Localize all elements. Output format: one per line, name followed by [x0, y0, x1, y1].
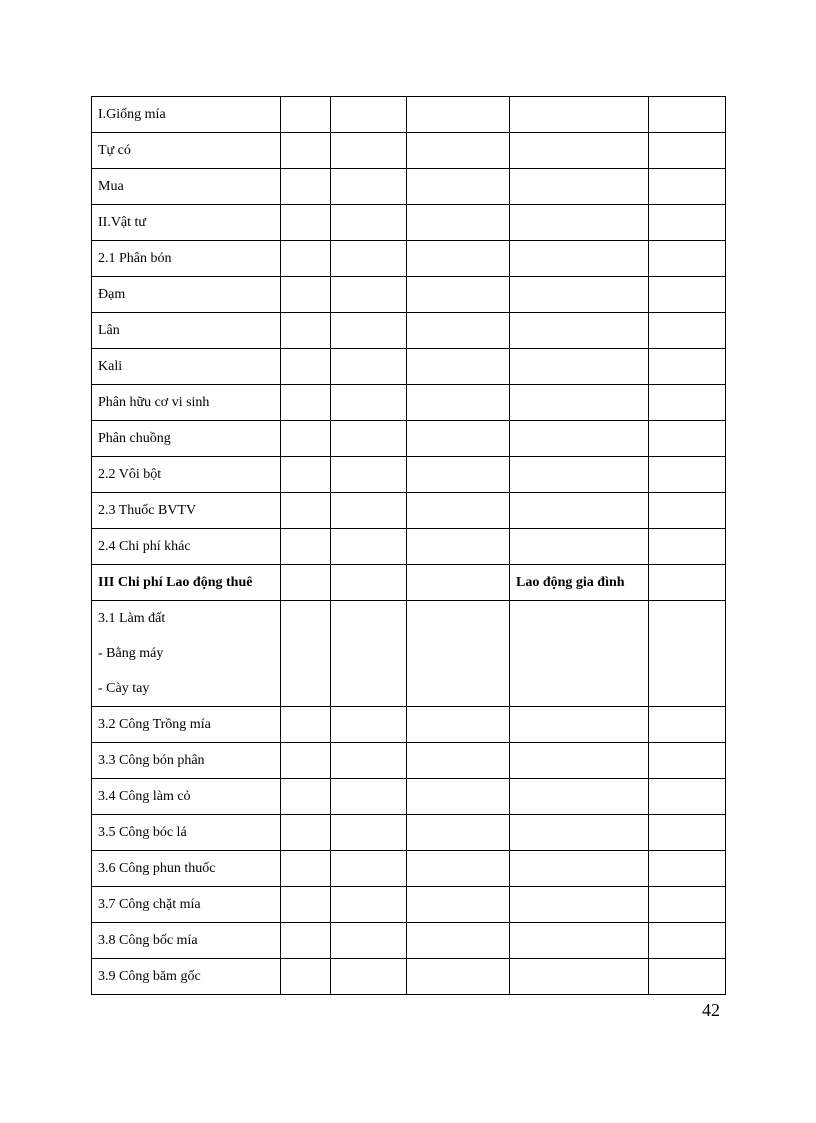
- empty-cell: [331, 313, 407, 349]
- row-label-cell: [92, 887, 281, 923]
- row-label: Kali: [98, 359, 123, 374]
- empty-cell: [281, 421, 331, 457]
- cell-family-labor: Lao động gia đình: [510, 565, 649, 601]
- table-row: [92, 815, 726, 851]
- empty-cell: [407, 887, 510, 923]
- empty-cell: [281, 493, 331, 529]
- empty-cell: [649, 959, 726, 995]
- empty-cell: [407, 349, 510, 385]
- empty-cell: [510, 133, 649, 169]
- empty-cell: [281, 779, 331, 815]
- table-row: [92, 421, 726, 457]
- row-label-cell: [92, 529, 281, 565]
- table-row: [92, 313, 726, 349]
- empty-cell: [510, 815, 649, 851]
- table-row: [92, 601, 726, 707]
- empty-cell: [649, 707, 726, 743]
- empty-cell: [510, 959, 649, 995]
- empty-cell: [649, 887, 726, 923]
- table-row: [92, 133, 726, 169]
- row-label-cell: [92, 313, 281, 349]
- row-label-cell: [92, 349, 281, 385]
- row-label: 2.3 Thuốc BVTV: [98, 503, 197, 518]
- empty-cell: [510, 97, 649, 133]
- row-label: Mua: [98, 179, 124, 194]
- empty-cell: [407, 601, 510, 707]
- row-label-cell: [92, 97, 281, 133]
- empty-cell: [649, 529, 726, 565]
- empty-cell: [407, 457, 510, 493]
- row-label: 3.6 Công phun thuốc: [98, 861, 216, 876]
- empty-cell: [331, 601, 407, 707]
- row-label-cell: [92, 133, 281, 169]
- empty-cell: [407, 277, 510, 313]
- empty-cell: [281, 133, 331, 169]
- table-row: [92, 493, 726, 529]
- empty-cell: [510, 529, 649, 565]
- empty-cell: [510, 707, 649, 743]
- row-label-cell: [92, 277, 281, 313]
- empty-cell: [510, 743, 649, 779]
- row-label-cell: [92, 565, 281, 601]
- empty-cell: [281, 959, 331, 995]
- row-label: 3.7 Công chặt mía: [98, 897, 201, 912]
- empty-cell: [649, 601, 726, 707]
- empty-cell: [331, 779, 407, 815]
- empty-cell: [331, 493, 407, 529]
- row-label: 3.3 Công bón phân: [98, 753, 205, 768]
- row-label-cell: [92, 815, 281, 851]
- empty-cell: [331, 529, 407, 565]
- empty-cell: [331, 565, 407, 601]
- table-row: [92, 923, 726, 959]
- row-label-cell: [92, 457, 281, 493]
- empty-cell: [649, 815, 726, 851]
- table-row: [92, 385, 726, 421]
- row-label-cell: [92, 743, 281, 779]
- empty-cell: [331, 959, 407, 995]
- empty-cell: [510, 887, 649, 923]
- row-label: I.Giống mía: [98, 107, 166, 122]
- row-sub-label: - Cày tay: [98, 681, 150, 696]
- row-label: Đạm: [98, 287, 126, 302]
- empty-cell: [407, 779, 510, 815]
- empty-cell: [407, 707, 510, 743]
- empty-cell: [649, 851, 726, 887]
- empty-cell: [510, 241, 649, 277]
- empty-cell: [407, 851, 510, 887]
- row-label-cell: [92, 205, 281, 241]
- empty-cell: [649, 241, 726, 277]
- empty-cell: [649, 169, 726, 205]
- empty-cell: [649, 97, 726, 133]
- empty-cell: [510, 923, 649, 959]
- empty-cell: [281, 851, 331, 887]
- table-row: [92, 349, 726, 385]
- empty-cell: [510, 313, 649, 349]
- empty-cell: [510, 601, 649, 707]
- row-label: Tự có: [98, 143, 131, 158]
- empty-cell: [281, 565, 331, 601]
- table-row: [92, 707, 726, 743]
- empty-cell: [331, 205, 407, 241]
- empty-cell: [407, 241, 510, 277]
- table-row: [92, 565, 726, 601]
- empty-cell: [407, 97, 510, 133]
- empty-cell: [510, 277, 649, 313]
- empty-cell: [331, 133, 407, 169]
- row-label: Phân hữu cơ vi sinh: [98, 395, 210, 410]
- table-row: [92, 743, 726, 779]
- empty-cell: [281, 385, 331, 421]
- row-label-cell: [92, 493, 281, 529]
- empty-cell: [510, 851, 649, 887]
- table-row: [92, 277, 726, 313]
- table-row: [92, 529, 726, 565]
- empty-cell: [281, 707, 331, 743]
- table-row: [92, 887, 726, 923]
- empty-cell: [407, 743, 510, 779]
- empty-cell: [281, 887, 331, 923]
- empty-cell: [281, 529, 331, 565]
- empty-cell: [510, 385, 649, 421]
- row-label: III Chi phí Lao động thuê: [98, 575, 253, 590]
- cost-table: [91, 96, 726, 995]
- table-row: [92, 851, 726, 887]
- empty-cell: [510, 779, 649, 815]
- table-row: [92, 457, 726, 493]
- empty-cell: [407, 493, 510, 529]
- empty-cell: [331, 743, 407, 779]
- empty-cell: [331, 169, 407, 205]
- row-label: 3.5 Công bóc lá: [98, 825, 187, 840]
- row-label: 3.9 Công băm gốc: [98, 969, 201, 984]
- empty-cell: [649, 493, 726, 529]
- empty-cell: [649, 565, 726, 601]
- row-label: 3.8 Công bốc mía: [98, 933, 198, 948]
- empty-cell: [649, 779, 726, 815]
- row-label-cell: [92, 601, 281, 707]
- empty-cell: [331, 277, 407, 313]
- empty-cell: [281, 97, 331, 133]
- row-label-cell: [92, 959, 281, 995]
- empty-cell: [331, 851, 407, 887]
- row-label-cell: [92, 169, 281, 205]
- empty-cell: [407, 959, 510, 995]
- table-row: [92, 241, 726, 277]
- empty-cell: [281, 457, 331, 493]
- row-label-cell: [92, 241, 281, 277]
- empty-cell: [510, 205, 649, 241]
- empty-cell: [649, 349, 726, 385]
- row-label: 2.2 Vôi bột: [98, 467, 162, 482]
- empty-cell: [331, 421, 407, 457]
- empty-cell: [331, 707, 407, 743]
- empty-cell: [281, 743, 331, 779]
- empty-cell: [281, 313, 331, 349]
- empty-cell: [281, 349, 331, 385]
- empty-cell: [510, 457, 649, 493]
- row-label: II.Vật tư: [98, 215, 147, 230]
- empty-cell: [510, 349, 649, 385]
- empty-cell: [649, 133, 726, 169]
- empty-cell: [331, 887, 407, 923]
- empty-cell: [281, 277, 331, 313]
- empty-cell: [649, 385, 726, 421]
- empty-cell: [407, 313, 510, 349]
- empty-cell: [281, 815, 331, 851]
- table-row: [92, 205, 726, 241]
- empty-cell: [649, 313, 726, 349]
- empty-cell: [281, 241, 331, 277]
- empty-cell: [649, 457, 726, 493]
- empty-cell: [407, 169, 510, 205]
- empty-cell: [649, 277, 726, 313]
- empty-cell: [331, 457, 407, 493]
- row-label-cell: [92, 851, 281, 887]
- empty-cell: [407, 923, 510, 959]
- empty-cell: [407, 205, 510, 241]
- empty-cell: [407, 133, 510, 169]
- table-row: [92, 959, 726, 995]
- row-label-cell: [92, 779, 281, 815]
- empty-cell: [407, 385, 510, 421]
- empty-cell: [510, 421, 649, 457]
- page-number: 42: [702, 1000, 720, 1020]
- row-label-cell: [92, 385, 281, 421]
- table-row: [92, 779, 726, 815]
- row-label-cell: [92, 707, 281, 743]
- empty-cell: [331, 923, 407, 959]
- row-label: 2.1 Phân bón: [98, 251, 172, 266]
- empty-cell: [331, 241, 407, 277]
- row-label-cell: [92, 421, 281, 457]
- empty-cell: [649, 205, 726, 241]
- row-label: Phân chuồng: [98, 431, 171, 446]
- empty-cell: [407, 421, 510, 457]
- empty-cell: [331, 815, 407, 851]
- empty-cell: [510, 169, 649, 205]
- empty-cell: [407, 565, 510, 601]
- empty-cell: [281, 923, 331, 959]
- table-row: [92, 97, 726, 133]
- empty-cell: [331, 349, 407, 385]
- row-label: 2.4 Chi phí khác: [98, 539, 191, 554]
- table-row: [92, 169, 726, 205]
- row-label: 3.2 Công Trồng mía: [98, 717, 211, 732]
- row-label: Lân: [98, 323, 120, 338]
- empty-cell: [281, 205, 331, 241]
- empty-cell: [649, 421, 726, 457]
- empty-cell: [510, 493, 649, 529]
- row-label: 3.1 Làm đất: [98, 611, 166, 626]
- empty-cell: [649, 923, 726, 959]
- empty-cell: [407, 529, 510, 565]
- empty-cell: [407, 815, 510, 851]
- empty-cell: [331, 97, 407, 133]
- empty-cell: [281, 169, 331, 205]
- empty-cell: [281, 601, 331, 707]
- row-label: 3.4 Công làm cỏ: [98, 789, 191, 804]
- empty-cell: [331, 385, 407, 421]
- row-sub-label: - Bằng máy: [98, 646, 164, 661]
- empty-cell: [649, 743, 726, 779]
- row-label-cell: [92, 923, 281, 959]
